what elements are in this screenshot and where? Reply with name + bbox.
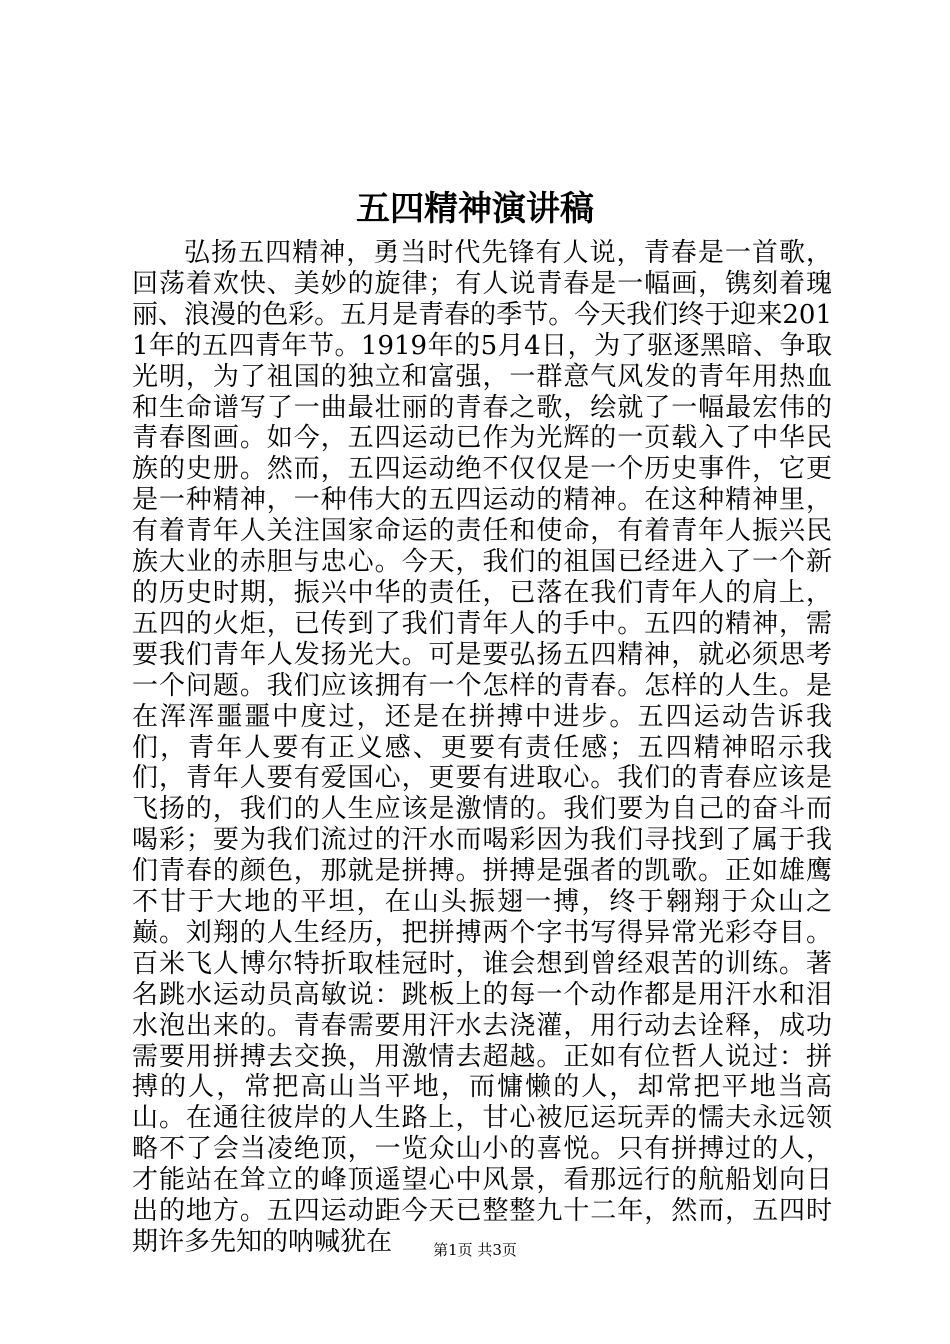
document-body-paragraph: 弘扬五四精神，勇当时代先锋有人说，青春是一首歌，回荡着欢快、美妙的旋律；有人说青春是一幅画，镌刻着瑰丽、浪漫的色彩。五月是青春的季节。今天我们终于迎来2011年的五四青年节。1919年的5月4日，为了驱逐黑暗、争取光明，为了祖国的独立和富强，一群意气风发的青年用热血和生命谱写了一曲最壮丽的青春之歌，绘就了一幅最宏伟的青春图画。如今，五四运动已作为光辉的一页载入了中华民族的史册。然而，五四运动绝不仅仅是一个历史事件，它更是一种精神，一种伟大的五四运动的精神。在这种精神里，有着青年人关注国家命运的责任和使命，有着青年人振兴民族大业的赤胆与忠心。今天，我们的祖国已经进入了一个新的历史时期，振兴中华的责任，已落在我们青年人的肩上，五四的火炬，已传到了我们青年人的手中。五四的精神，需要我们青年人发扬光大。可是要弘扬五四精神，就必须思考一个问题。我们应该拥有一个怎样的青春。怎样的人生。是在浑浑噩噩中度过，还是在拼搏中进步。五四运动告诉我们，青年人要有正义感、更要有责任感；五四精神昭示我们，青年人要有爱国心，更要有进取心。我们的青春应该是飞扬的，我们的人生应该是激情的。我们要为自己的奋斗而喝彩；要为我们流过的汗水而喝彩因为我们寻找到了属于我们青春的颜色，那就是拼搏。拼搏是强者的凯歌。正如雄鹰不甘于大地的平坦，在山头振翅一搏，终于翱翔于众山之巅。刘翔的人生经历，把拼搏两个字书写得异常光彩夺目。百米飞人博尔特折取桂冠时，谁会想到曾经艰苦的训练。著名跳水运动员高敏说：跳板上的每一个动作都是用汗水和泪水泡出来的。青春需要用汗水去浇灌，用行动去诠释，成功需要用拼搏去交换，用激情去超越。正如有位哲人说过：拼搏的人，常把高山当平地，而慵懒的人，却常把平地当高山。在通往彼岸的人生路上，甘心被厄运玩弄的懦夫永远领略不了会当凌绝顶，一览众山小的喜悦。只有拼搏过的人，才能站在耸立的峰顶遥望心中风景，看那远行的航船划向日出的地方。五四运动距今天已整整九十二年，然而，五四时期许多先知的呐喊犹在: [132, 238, 832, 1257]
page-number-footer: 第1页 共3页: [433, 1241, 517, 1259]
document-title: 五四精神演讲稿: [356, 189, 594, 229]
